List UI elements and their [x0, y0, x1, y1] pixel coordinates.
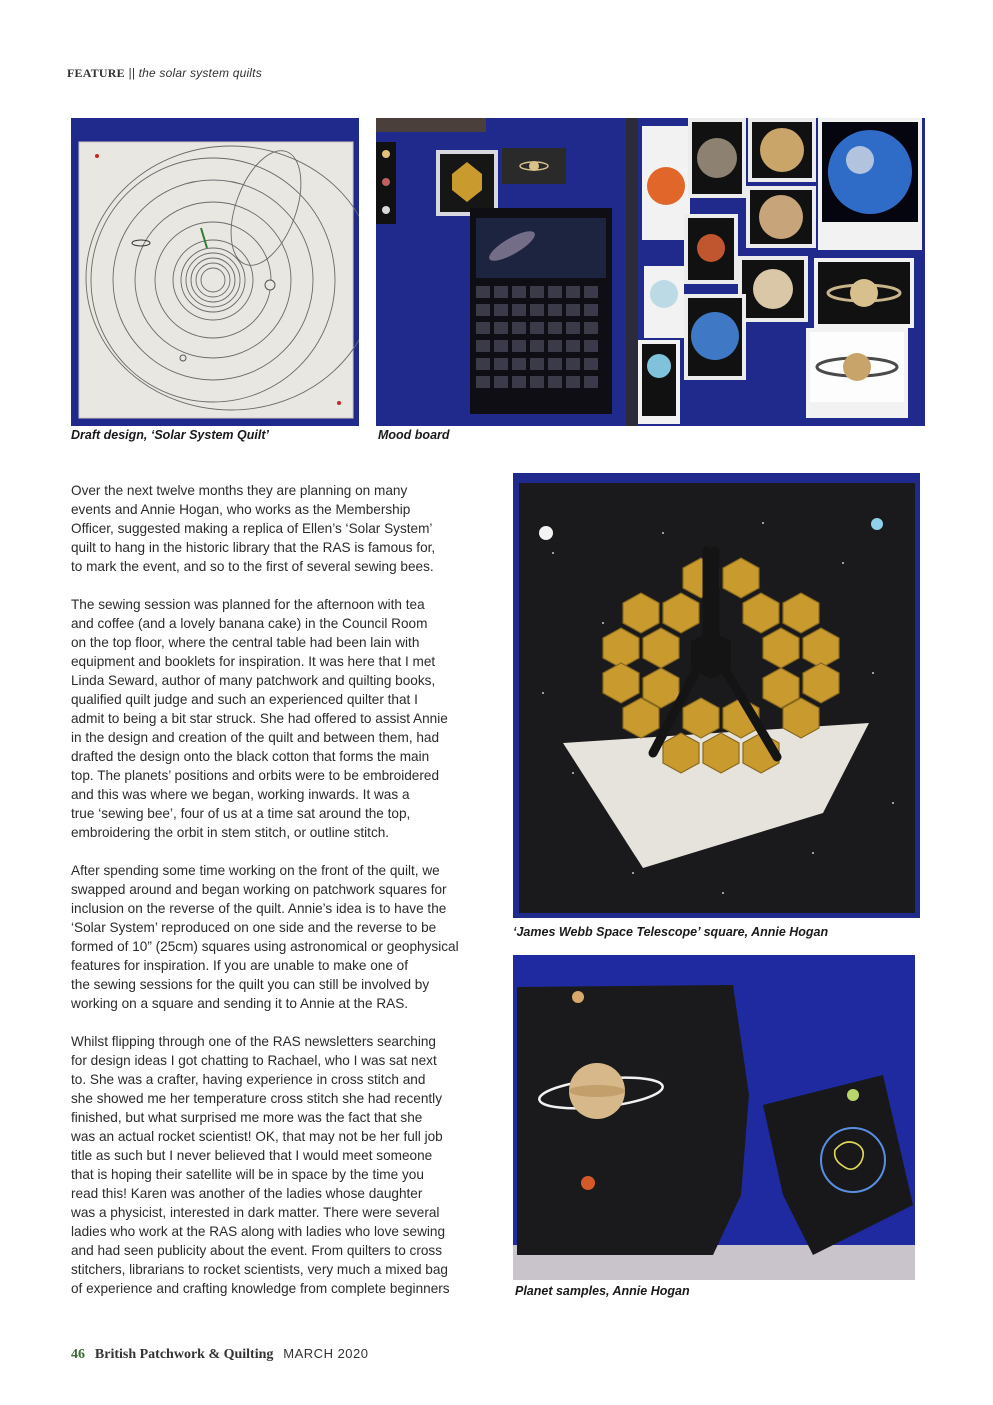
- article-line: for design ideas I got chatting to Rachael, who I was sat next: [71, 1053, 437, 1068]
- article-line: was a physicist, interested in dark matter. There were several: [71, 1205, 440, 1220]
- telescope-square-photo: [513, 473, 920, 918]
- article-line: working on a square and sending it to Annie at the RAS.: [71, 996, 409, 1011]
- section-label: FEATURE: [67, 66, 125, 80]
- article-line: read this! Karen was another of the ladies whose daughter: [71, 1186, 423, 1201]
- page-number: 46: [71, 1347, 85, 1362]
- planet-samples-caption: Planet samples, Annie Hogan: [515, 1284, 690, 1298]
- article-line: Over the next twelve months they are planning on many: [71, 483, 408, 498]
- article-line: equipment and booklets for inspiration. It was here that I met: [71, 654, 436, 669]
- article-line: drafted the design onto the black cotton that forms the main: [71, 749, 430, 764]
- article-paragraph: [71, 595, 491, 842]
- article-line: top. The planets’ positions and orbits were to be embroidered: [71, 768, 440, 783]
- article-line: formed of 10” (25cm) squares using astronomical or geophysical: [71, 939, 459, 954]
- article-line: Linda Seward, author of many patchwork and quilting books,: [71, 673, 436, 688]
- article-line: admit to being a bit star struck. She had offered to assist Annie: [71, 711, 448, 726]
- telescope-square-caption: ‘James Webb Space Telescope’ square, Annie Hogan: [513, 925, 829, 939]
- issue-date: MARCH 2020: [283, 1346, 369, 1361]
- article-line: she showed me her temperature cross stitch she had recently: [71, 1091, 442, 1106]
- planet-samples-illustration: [513, 955, 915, 1280]
- article-line: swapped around and began working on patchwork squares for: [71, 882, 447, 897]
- draft-design-caption: Draft design, ‘Solar System Quilt’: [71, 428, 269, 442]
- article-line: Officer, suggested making a replica of Ellen’s ‘Solar System’: [71, 521, 433, 536]
- article-line: After spending some time working on the front of the quilt, we: [71, 863, 440, 878]
- section-subtitle: the solar system quilts: [138, 66, 262, 80]
- article-line: events and Annie Hogan, who works as the Membership: [71, 502, 411, 517]
- telescope-square-illustration: [513, 473, 920, 918]
- article-line: to mark the event, and so to the first of several sewing bees.: [71, 559, 434, 574]
- section-separator: ||: [128, 66, 136, 80]
- page-footer: [71, 1345, 369, 1363]
- planet-samples-photo: [513, 955, 915, 1280]
- article-line: that is hoping their satellite will be in space by the time you: [71, 1167, 424, 1182]
- article-line: and coffee (and a lovely banana cake) in the Council Room: [71, 616, 428, 631]
- mood-board-illustration: [376, 118, 925, 426]
- mood-board-photo: [376, 118, 925, 426]
- section-header: [67, 66, 262, 81]
- article-line: the sewing sessions for the quilt you can still be involved by: [71, 977, 430, 992]
- article-line: and this was where we began, working inwards. It was a: [71, 787, 410, 802]
- article-line: ladies who work at the RAS along with ladies who love sewing: [71, 1224, 446, 1239]
- article-line: title as such but I never believed that I would meet someone: [71, 1148, 433, 1163]
- article-line: true ‘sewing bee’, four of us at a time sat around the top,: [71, 806, 411, 821]
- article-line: was an actual rocket scientist! OK, that may not be her full job: [71, 1129, 443, 1144]
- magazine-name: British Patchwork & Quilting: [94, 1347, 274, 1362]
- article-line: quilt to hang in the historic library that the RAS is famous for,: [71, 540, 436, 555]
- article-line: ‘Solar System’ reproduced on one side and the reverse to be: [71, 920, 437, 935]
- article-paragraph: [71, 481, 491, 576]
- mood-board-caption: Mood board: [378, 428, 450, 442]
- quilt-draft-illustration: [71, 118, 359, 426]
- article-line: inclusion on the reverse of the quilt. Annie’s idea is to have the: [71, 901, 447, 916]
- article-line: features for inspiration. If you are unable to make one of: [71, 958, 409, 973]
- article-line: The sewing session was planned for the afternoon with tea: [71, 597, 425, 612]
- article-line: embroidering the orbit in stem stitch, or outline stitch.: [71, 825, 390, 840]
- article-line: and had seen publicity about the event. From quilters to cross: [71, 1243, 443, 1258]
- article-line: to. She was a crafter, having experience in cross stitch and: [71, 1072, 426, 1087]
- article-paragraph: [71, 861, 491, 1013]
- article-line: finished, but what surprised me more was the fact that she: [71, 1110, 423, 1125]
- article-line: qualified quilt judge and such an experienced quilter that I: [71, 692, 418, 707]
- article-line: in the design and creation of the quilt and between them, had: [71, 730, 440, 745]
- article-line: Whilst flipping through one of the RAS newsletters searching: [71, 1034, 436, 1049]
- draft-design-photo: [71, 118, 359, 426]
- article-line: stitchers, librarians to rocket scientists, very much a mixed bag: [71, 1262, 448, 1277]
- article-line: of experience and crafting knowledge from complete beginners: [71, 1281, 450, 1296]
- article-line: on the top floor, where the central table had been lain with: [71, 635, 420, 650]
- article-body: [71, 481, 491, 1317]
- article-paragraph: [71, 1032, 491, 1298]
